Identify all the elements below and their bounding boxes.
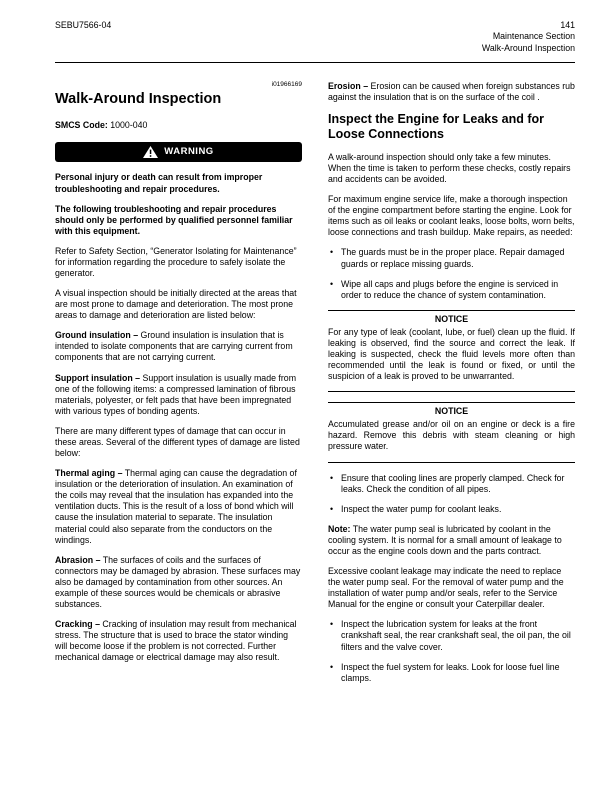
warning-label: WARNING — [164, 146, 214, 158]
paragraph-damage-types: There are many different types of damage that can occur in these areas. Several of the different types of damage are listed below: — [55, 425, 300, 459]
notice-box-leaks — [328, 310, 575, 392]
article-id: i01966169 — [271, 81, 302, 89]
definition-text: Thermal aging can cause the degradation of insulation or the deterioration of insulation. An examination of the coils may reveal that the insulation has expanded into the ventilation ducts. This is the result of a loss of bond which will cause the insulation material to separate. The insulation material could also separate from the conductors on the windings. — [55, 468, 297, 545]
header-divider — [55, 62, 575, 63]
note-label: Note: — [328, 523, 351, 534]
warning-banner — [55, 142, 302, 162]
definition-text: Support insulation is usually made from one of the following items: a compressed lamination of fibrous materials, polyester, or felt pads that have been impregnated with various types of bonding agents. — [55, 372, 297, 416]
left-column — [55, 81, 302, 692]
bullet-item: • Inspect the fuel system for leaks. Look for loose fuel line clamps. — [328, 662, 575, 684]
definition-term: Ground insulation – — [55, 330, 139, 341]
definition-text: Erosion can be caused when foreign substances rub against the insulation that is on the surface of the coil . — [328, 81, 575, 103]
definition-text: The surfaces of coils and the surfaces of connectors may be damaged by abrasion. These surfaces may also be damaged by contamination from other sources. An example of these sources would be chemicals or abrasive substances. — [55, 554, 301, 609]
definition-term: Erosion – — [328, 81, 369, 92]
bullet-list-cooling — [328, 473, 575, 515]
definition-thermal-aging — [55, 468, 302, 546]
bullet-item: • The guards must be in the proper place. Repair damaged guards or replace missing guards. — [328, 247, 575, 269]
paragraph-walkaround: A walk-around inspection should only take a few minutes. When the time is taken to perform these checks, costly repairs and accidents can be avoided. — [328, 151, 571, 185]
notice-text: For any type of leak (coolant, lube, or fuel) clean up the fluid. If leaking is observed, find the source and correct the leak. If leaking is suspected, check the fluid levels more often than recommended until the leak is found or fixed, or until the suspicion of a leak is proved to be unwarranted. — [328, 326, 575, 382]
warning-paragraph: Personal injury or death can result from improper troubleshooting and repair procedures. — [55, 172, 263, 194]
header-right-block — [482, 20, 575, 54]
article-title: Walk-Around Inspection — [55, 91, 222, 108]
smcs-code-line — [55, 120, 302, 131]
doc-number: SEBU7566-04 — [55, 20, 112, 30]
definition-term: Abrasion – — [55, 554, 101, 565]
section-name: Maintenance Section — [492, 31, 575, 42]
paragraph-excessive-leakage: Excessive coolant leakage may indicate the need to replace the water pump seal. For the removal of water pump and the installation of water pump and/or seals, refer to the Service Manual for the engine or consult your Caterpillar dealer. — [328, 566, 564, 610]
definition-term: Thermal aging – — [55, 468, 123, 479]
definition-text: Cracking of insulation may result from mechanical stress. The structure that is used to brace the stator winding will become loose if the problem is not corrected. Further mechanical damage or electrical damage may also result. — [55, 619, 297, 663]
bullet-list-lubrication — [328, 619, 575, 683]
definition-ground-insulation — [55, 330, 302, 363]
bullet-item: • Ensure that cooling lines are properly clamped. Check for leaks. Check the condition of all pipes. — [328, 473, 575, 495]
paragraph-maximum-service: For maximum engine service life, make a thorough inspection of the engine compartment before starting the engine. Look for items such as oil leaks or coolant leaks, loose bolts, worn belts, loose connections and trash buildup. Make repairs, as needed: — [328, 194, 575, 238]
right-column — [328, 81, 575, 692]
definition-support-insulation — [55, 373, 302, 417]
bullet-item: • Wipe all caps and plugs before the engine is serviced in order to reduce the chance of system contamination. — [328, 279, 575, 301]
smcs-label: SMCS Code: — [55, 120, 108, 131]
bullet-item: • Inspect the water pump for coolant leaks. — [328, 504, 575, 515]
smcs-value: 1000-040 — [110, 120, 148, 131]
bullet-list-guards — [328, 247, 575, 300]
page-header — [55, 20, 575, 54]
notice-text: Accumulated grease and/or oil on an engine or deck is a fire hazard. Remove this debris with steam cleaning or high pressure water. — [328, 419, 575, 452]
note-text: The water pump seal is lubricated by coolant in the cooling system. It is normal for a small amount of leakage to occur as the engine cools down and the parts contract. — [328, 523, 562, 556]
paragraph-visual-inspection: A visual inspection should be initially directed at the areas that are most prone to damage and deterioration. The most prone areas to damage and deterioration are listed below: — [55, 288, 297, 321]
subsection-name: Walk-Around Inspection — [481, 42, 575, 53]
notice-label: NOTICE — [434, 406, 469, 417]
page-number: 141 — [560, 20, 575, 30]
two-column-body — [55, 81, 575, 692]
warning-triangle-icon — [143, 146, 158, 158]
definition-term: Cracking – — [55, 619, 100, 630]
definition-term: Support insulation – — [55, 372, 141, 383]
paragraph-refer-safety: Refer to Safety Section, “Generator Isolating for Maintenance” for information regarding the procedure to safely isolate the generator. — [55, 245, 297, 279]
definition-cracking — [55, 619, 302, 663]
definition-text: Ground insulation is insulation that is intended to isolate components that are carrying current from components that are not carrying current. — [55, 330, 293, 363]
notice-box-grease — [328, 402, 575, 462]
paragraph-note — [328, 524, 575, 557]
section-heading-inspect-engine: Inspect the Engine for Leaks and for Loose Connections — [328, 112, 545, 142]
warning-paragraph: The following troubleshooting and repair procedures should only be performed by qualified personnel familiar with this equipment. — [55, 203, 293, 236]
definition-abrasion — [55, 555, 302, 610]
notice-label: NOTICE — [434, 313, 469, 324]
bullet-item: • Inspect the lubrication system for leaks at the front crankshaft seal, the rear crankshaft seal, the oil pan, the oil filters and the valve cover. — [328, 619, 575, 652]
definition-erosion — [328, 81, 575, 103]
